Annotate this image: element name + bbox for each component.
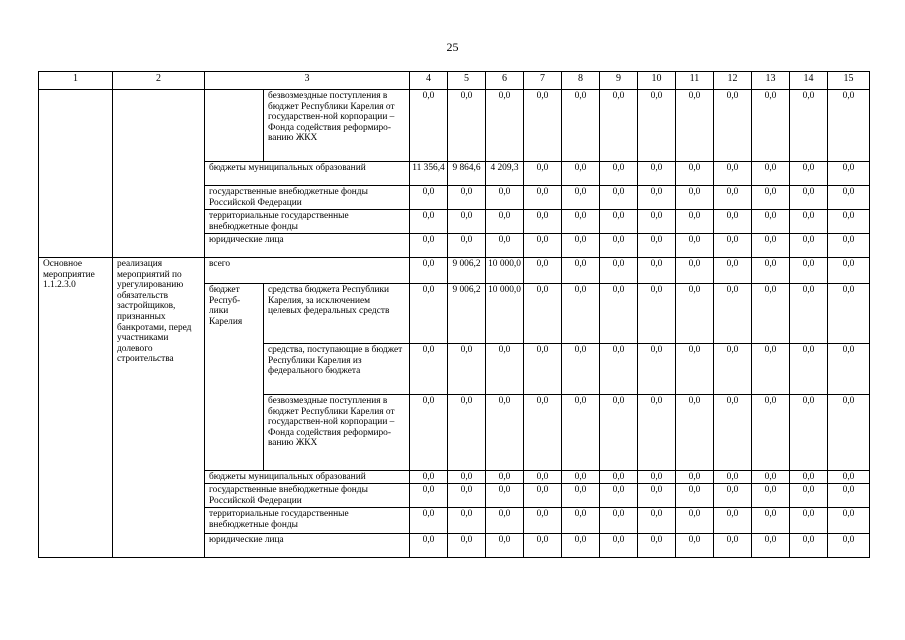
value-cell: 0,0 xyxy=(486,534,524,558)
value-cell: 0,0 xyxy=(638,210,676,234)
value-cell: 0,0 xyxy=(828,534,870,558)
value-cell: 0,0 xyxy=(638,162,676,186)
value-cell: 0,0 xyxy=(752,90,790,162)
column-header: 15 xyxy=(828,72,870,90)
value-cell: 0,0 xyxy=(790,395,828,471)
source-label: всего xyxy=(205,258,410,284)
value-cell: 0,0 xyxy=(828,344,870,395)
value-cell: 0,0 xyxy=(828,186,870,210)
value-cell: 0,0 xyxy=(752,471,790,484)
budget-table xyxy=(38,71,870,558)
value-cell: 0,0 xyxy=(524,284,562,344)
column-header: 10 xyxy=(638,72,676,90)
page-number: 25 xyxy=(446,40,459,54)
value-cell: 0,0 xyxy=(714,210,752,234)
value-cell: 0,0 xyxy=(714,258,752,284)
value-cell: 0,0 xyxy=(410,534,448,558)
column-header: 9 xyxy=(600,72,638,90)
value-cell: 0,0 xyxy=(752,508,790,534)
column-header: 2 xyxy=(113,72,205,90)
value-cell: 0,0 xyxy=(676,534,714,558)
value-cell: 0,0 xyxy=(410,395,448,471)
value-cell: 0,0 xyxy=(524,210,562,234)
value-cell: 0,0 xyxy=(562,471,600,484)
column-header: 4 xyxy=(410,72,448,90)
value-cell: 10 000,0 xyxy=(486,284,524,344)
value-cell: 0,0 xyxy=(676,90,714,162)
value-cell: 0,0 xyxy=(410,484,448,508)
value-cell: 0,0 xyxy=(486,186,524,210)
value-cell: 0,0 xyxy=(714,186,752,210)
value-cell: 0,0 xyxy=(828,162,870,186)
column-header: 1 xyxy=(39,72,113,90)
value-cell: 0,0 xyxy=(714,484,752,508)
value-cell: 0,0 xyxy=(448,90,486,162)
source-label: территориальные государственные внебюджетные фонды xyxy=(205,210,410,234)
value-cell: 0,0 xyxy=(828,508,870,534)
value-cell: 0,0 xyxy=(828,284,870,344)
value-cell: 0,0 xyxy=(562,484,600,508)
value-cell: 0,0 xyxy=(828,90,870,162)
value-cell: 0,0 xyxy=(524,234,562,258)
source-label: юридические лица xyxy=(205,534,410,558)
value-cell: 0,0 xyxy=(828,258,870,284)
value-cell: 0,0 xyxy=(600,90,638,162)
value-cell: 0,0 xyxy=(448,210,486,234)
value-cell: 0,0 xyxy=(524,162,562,186)
value-cell: 0,0 xyxy=(790,508,828,534)
column-header: 6 xyxy=(486,72,524,90)
value-cell: 0,0 xyxy=(638,284,676,344)
value-cell: 0,0 xyxy=(562,162,600,186)
value-cell: 0,0 xyxy=(790,534,828,558)
value-cell: 0,0 xyxy=(410,471,448,484)
value-cell: 0,0 xyxy=(486,344,524,395)
table-row xyxy=(39,90,870,162)
source-label: бюджеты муниципальных образований xyxy=(205,162,410,186)
value-cell: 0,0 xyxy=(448,508,486,534)
value-cell: 0,0 xyxy=(790,484,828,508)
value-cell: 9 006,2 xyxy=(448,258,486,284)
source-label: средства бюджета Республики Карелия, за исключением целевых федеральных средств xyxy=(264,284,410,344)
value-cell: 0,0 xyxy=(638,471,676,484)
value-cell: 0,0 xyxy=(638,344,676,395)
value-cell: 0,0 xyxy=(752,284,790,344)
column-header: 12 xyxy=(714,72,752,90)
value-cell: 0,0 xyxy=(714,471,752,484)
value-cell: 0,0 xyxy=(562,284,600,344)
value-cell: 0,0 xyxy=(486,508,524,534)
event-code: Основное мероприятие 1.1.2.3.0 xyxy=(39,258,113,558)
empty-cell xyxy=(205,90,264,162)
value-cell: 0,0 xyxy=(486,210,524,234)
value-cell: 0,0 xyxy=(752,186,790,210)
value-cell: 0,0 xyxy=(790,284,828,344)
value-cell: 0,0 xyxy=(410,258,448,284)
header-row xyxy=(39,72,870,90)
value-cell: 0,0 xyxy=(562,90,600,162)
value-cell: 0,0 xyxy=(828,210,870,234)
value-cell: 0,0 xyxy=(410,234,448,258)
value-cell: 0,0 xyxy=(752,534,790,558)
value-cell: 0,0 xyxy=(410,508,448,534)
value-cell: 0,0 xyxy=(676,162,714,186)
value-cell: 0,0 xyxy=(562,210,600,234)
value-cell: 0,0 xyxy=(524,534,562,558)
value-cell: 0,0 xyxy=(676,284,714,344)
value-cell: 0,0 xyxy=(714,344,752,395)
value-cell: 9 864,6 xyxy=(448,162,486,186)
value-cell: 0,0 xyxy=(714,90,752,162)
value-cell: 0,0 xyxy=(600,186,638,210)
value-cell: 0,0 xyxy=(828,395,870,471)
value-cell: 0,0 xyxy=(410,284,448,344)
value-cell: 0,0 xyxy=(638,258,676,284)
value-cell: 0,0 xyxy=(752,395,790,471)
value-cell: 0,0 xyxy=(752,162,790,186)
value-cell: 0,0 xyxy=(676,258,714,284)
budget-rk-label: бюджет Респуб-лики Карелия xyxy=(205,284,264,471)
column-header: 11 xyxy=(676,72,714,90)
value-cell: 0,0 xyxy=(714,534,752,558)
value-cell: 0,0 xyxy=(410,186,448,210)
value-cell: 0,0 xyxy=(448,234,486,258)
value-cell: 0,0 xyxy=(676,344,714,395)
source-label: территориальные государственные внебюджетные фонды xyxy=(205,508,410,534)
value-cell: 0,0 xyxy=(448,534,486,558)
value-cell: 0,0 xyxy=(486,234,524,258)
source-label: государственные внебюджетные фонды Российской Федерации xyxy=(205,484,410,508)
value-cell: 0,0 xyxy=(600,395,638,471)
value-cell: 0,0 xyxy=(562,258,600,284)
value-cell: 0,0 xyxy=(448,186,486,210)
value-cell: 0,0 xyxy=(752,210,790,234)
column-header: 14 xyxy=(790,72,828,90)
value-cell: 0,0 xyxy=(714,234,752,258)
value-cell: 0,0 xyxy=(638,234,676,258)
column-header: 5 xyxy=(448,72,486,90)
value-cell: 0,0 xyxy=(790,471,828,484)
value-cell: 0,0 xyxy=(638,508,676,534)
value-cell: 0,0 xyxy=(790,344,828,395)
value-cell: 0,0 xyxy=(638,186,676,210)
source-label: юридические лица xyxy=(205,234,410,258)
value-cell: 0,0 xyxy=(676,484,714,508)
value-cell: 4 209,3 xyxy=(486,162,524,186)
value-cell: 0,0 xyxy=(676,186,714,210)
value-cell: 0,0 xyxy=(714,162,752,186)
value-cell: 0,0 xyxy=(676,508,714,534)
value-cell: 0,0 xyxy=(600,534,638,558)
value-cell: 0,0 xyxy=(486,484,524,508)
value-cell: 0,0 xyxy=(562,186,600,210)
source-label: безвозмездные поступления в бюджет Республики Карелия от государствен-ной корпорации – Фонда содействия реформиро-ванию ЖКХ xyxy=(264,395,410,471)
value-cell: 0,0 xyxy=(410,210,448,234)
value-cell: 0,0 xyxy=(676,210,714,234)
value-cell: 0,0 xyxy=(790,186,828,210)
value-cell: 0,0 xyxy=(638,90,676,162)
value-cell: 0,0 xyxy=(676,234,714,258)
value-cell: 0,0 xyxy=(562,534,600,558)
source-label: средства, поступающие в бюджет Республики Карелия из федерального бюджета xyxy=(264,344,410,395)
column-header: 8 xyxy=(562,72,600,90)
value-cell: 0,0 xyxy=(410,90,448,162)
value-cell: 0,0 xyxy=(600,258,638,284)
empty-cell xyxy=(113,90,205,258)
value-cell: 0,0 xyxy=(638,484,676,508)
value-cell: 0,0 xyxy=(562,344,600,395)
value-cell: 0,0 xyxy=(752,484,790,508)
value-cell: 0,0 xyxy=(790,234,828,258)
value-cell: 0,0 xyxy=(524,186,562,210)
column-header: 7 xyxy=(524,72,562,90)
value-cell: 0,0 xyxy=(752,258,790,284)
column-header: 3 xyxy=(205,72,410,90)
value-cell: 0,0 xyxy=(448,395,486,471)
value-cell: 0,0 xyxy=(448,484,486,508)
value-cell: 0,0 xyxy=(524,508,562,534)
value-cell: 0,0 xyxy=(600,284,638,344)
value-cell: 0,0 xyxy=(524,484,562,508)
value-cell: 0,0 xyxy=(714,508,752,534)
table-row xyxy=(39,258,870,284)
value-cell: 0,0 xyxy=(562,234,600,258)
value-cell: 0,0 xyxy=(486,471,524,484)
value-cell: 0,0 xyxy=(790,210,828,234)
value-cell: 0,0 xyxy=(524,344,562,395)
value-cell: 0,0 xyxy=(752,344,790,395)
value-cell: 0,0 xyxy=(638,395,676,471)
value-cell: 0,0 xyxy=(448,344,486,395)
value-cell: 0,0 xyxy=(676,471,714,484)
value-cell: 0,0 xyxy=(752,234,790,258)
value-cell: 0,0 xyxy=(524,90,562,162)
value-cell: 0,0 xyxy=(600,210,638,234)
empty-cell xyxy=(39,90,113,258)
value-cell: 0,0 xyxy=(562,395,600,471)
source-label: государственные внебюджетные фонды Российской Федерации xyxy=(205,186,410,210)
value-cell: 0,0 xyxy=(524,471,562,484)
value-cell: 0,0 xyxy=(486,395,524,471)
value-cell: 0,0 xyxy=(714,284,752,344)
value-cell: 0,0 xyxy=(486,90,524,162)
value-cell: 0,0 xyxy=(600,162,638,186)
column-header: 13 xyxy=(752,72,790,90)
value-cell: 9 006,2 xyxy=(448,284,486,344)
value-cell: 11 356,4 xyxy=(410,162,448,186)
value-cell: 0,0 xyxy=(524,395,562,471)
value-cell: 0,0 xyxy=(410,344,448,395)
value-cell: 0,0 xyxy=(638,534,676,558)
value-cell: 0,0 xyxy=(600,484,638,508)
value-cell: 0,0 xyxy=(524,258,562,284)
value-cell: 0,0 xyxy=(600,344,638,395)
value-cell: 0,0 xyxy=(790,90,828,162)
value-cell: 0,0 xyxy=(790,258,828,284)
value-cell: 0,0 xyxy=(600,471,638,484)
event-name: реализация мероприятий по урегулированию обязательств застройщиков, признанных банкротами, перед участниками долевого строительства xyxy=(113,258,205,558)
value-cell: 0,0 xyxy=(600,508,638,534)
source-label: бюджеты муниципальных образований xyxy=(205,471,410,484)
value-cell: 0,0 xyxy=(562,508,600,534)
value-cell: 0,0 xyxy=(790,162,828,186)
value-cell: 0,0 xyxy=(676,395,714,471)
value-cell: 0,0 xyxy=(600,234,638,258)
value-cell: 0,0 xyxy=(714,395,752,471)
value-cell: 0,0 xyxy=(448,471,486,484)
value-cell: 0,0 xyxy=(828,471,870,484)
value-cell: 0,0 xyxy=(828,234,870,258)
source-label: безвозмездные поступления в бюджет Республики Карелия от государствен-ной корпорации – Фонда содействия реформиро-ванию ЖКХ xyxy=(264,90,410,162)
value-cell: 0,0 xyxy=(828,484,870,508)
value-cell: 10 000,0 xyxy=(486,258,524,284)
